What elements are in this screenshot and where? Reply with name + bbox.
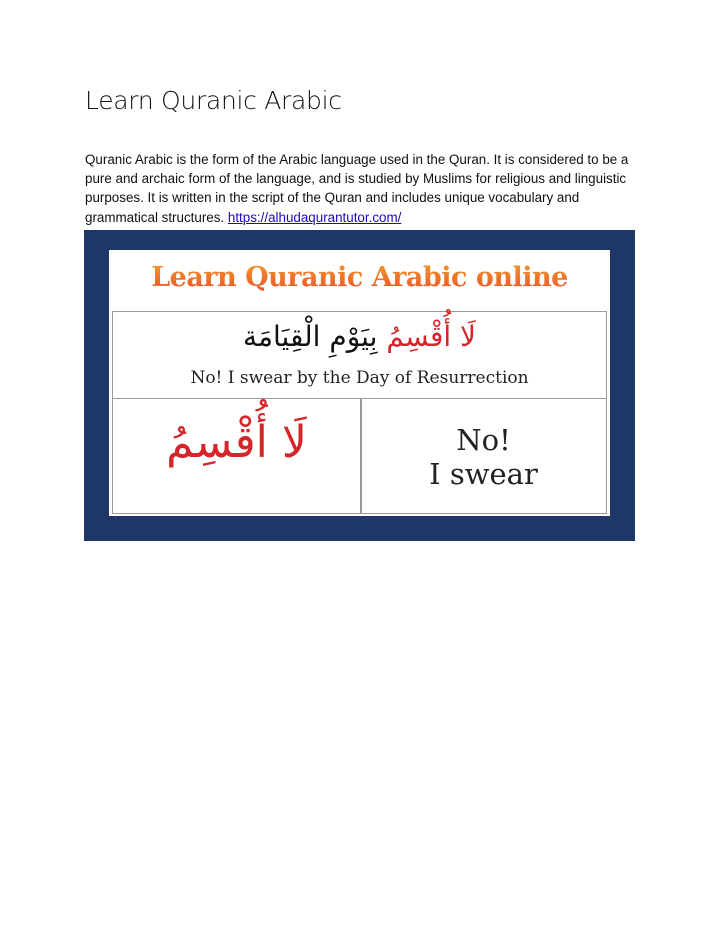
verse-arabic-highlight: لَا أُقْسِمُ [386, 320, 476, 353]
word-breakdown-box [112, 398, 607, 514]
verse-box [112, 311, 607, 399]
word-english-line2: I swear [429, 457, 538, 491]
verse-arabic [113, 320, 606, 353]
verse-arabic-rest: بِيَوْمِ الْقِيَامَة [243, 320, 378, 353]
lesson-image [84, 230, 635, 541]
page-title: Learn Quranic Arabic [85, 86, 342, 115]
intro-paragraph [85, 150, 645, 227]
alhuda-link[interactable]: https://alhudaqurantutor.com/ [227, 209, 402, 225]
word-arabic: لَا أُقْسِمُ [166, 417, 307, 468]
word-english [361, 423, 606, 491]
banner-title: Learn Quranic Arabic online [109, 262, 610, 293]
verse-translation: No! I swear by the Day of Resurrection [190, 368, 529, 388]
lesson-card [109, 250, 610, 516]
word-english-line1: No! [456, 423, 511, 457]
intro-paragraph-text: Quranic Arabic is the form of the Arabic language used in the Quran. It is considered to be a pure and archaic form of the language, and is studied by Muslims for religious and linguistic purposes. It is written in the script of the Quran and includes unique vocabulary and grammatical structures. [85, 152, 629, 225]
